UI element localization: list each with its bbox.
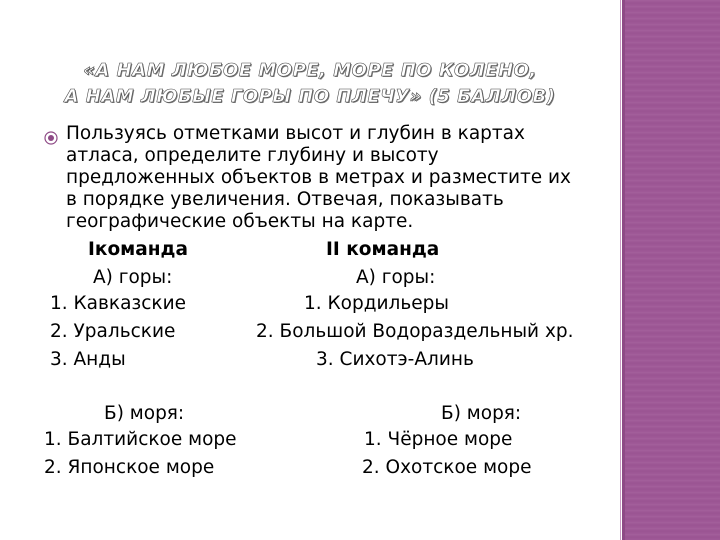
team1-heading: Iкоманда: [88, 239, 188, 260]
slide-title-line-2: А НАМ ЛЮБЫЕ ГОРЫ ПО ПЛЕЧУ» (5 БАЛЛОВ): [64, 86, 556, 107]
team2-mountain-item: 2. Большой Водораздельный хр.: [256, 321, 574, 342]
team2-mountains-label: А) горы:: [356, 267, 436, 288]
task-paragraph: [66, 123, 606, 233]
team2-sea-item: 1. Чёрное море: [364, 429, 513, 450]
slide-title: [0, 58, 620, 110]
team1-mountains-label: А) горы:: [93, 267, 173, 288]
side-divider-light: [620, 0, 621, 540]
team1-seas-label: Б) моря:: [104, 403, 185, 424]
team2-heading: II команда: [326, 239, 440, 260]
team1-mountain-item: 1. Кавказские: [50, 293, 187, 314]
team2-seas-label: Б) моря:: [441, 403, 522, 424]
team2-mountain-item: 3. Сихотэ-Алинь: [316, 349, 474, 370]
task-line: Пользуясь отметками высот и глубин в картах: [66, 123, 525, 144]
slide-title-line-1: «А НАМ ЛЮБОЕ МОРЕ, МОРЕ ПО КОЛЕНО,: [83, 60, 537, 81]
team2-sea-item: 2. Охотское море: [362, 457, 532, 478]
team1-mountain-item: 2. Уральские: [50, 321, 176, 342]
team2-mountain-item: 1. Кордильеры: [304, 293, 450, 314]
task-line: географические объекты на карте.: [66, 211, 414, 232]
task-line: предложенных объектов в метрах и разместите их: [66, 167, 572, 188]
team1-sea-item: 1. Балтийское море: [44, 429, 237, 450]
team1-sea-item: 2. Японское море: [44, 457, 215, 478]
task-line: атласа, определите глубину и высоту: [66, 145, 439, 166]
task-line: в порядке увеличения. Отвечая, показывать: [66, 189, 504, 210]
radio-bullet-icon: [44, 131, 58, 145]
team1-mountain-item: 3. Анды: [50, 349, 126, 370]
decorative-side-band: [625, 0, 720, 540]
